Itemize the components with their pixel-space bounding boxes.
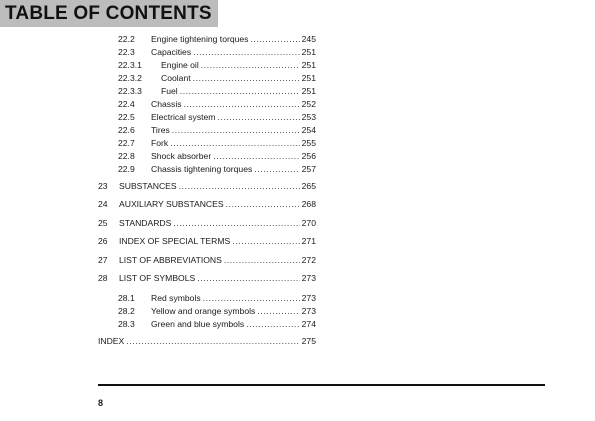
toc-entry-title: Electrical system — [151, 112, 216, 122]
toc-entry-title: LIST OF ABBREVIATIONS — [119, 255, 222, 265]
toc-entry-title: Yellow and orange symbols — [151, 306, 256, 316]
toc-sub-entry[interactable] — [118, 60, 316, 70]
toc-dot-leader — [197, 273, 299, 283]
toc-dot-leader — [257, 306, 299, 316]
toc-entry-title: INDEX OF SPECIAL TERMS — [119, 236, 231, 246]
toc-entry-title: Chassis — [151, 99, 182, 109]
toc-entry-number: 28.2 — [118, 306, 135, 316]
toc-entry-title: Capacities — [151, 47, 192, 57]
toc-sub-entry[interactable] — [118, 73, 316, 83]
toc-sub-entry[interactable] — [118, 34, 316, 44]
toc-entry-page: 251 — [301, 86, 316, 96]
toc-sub-entry[interactable] — [118, 99, 316, 109]
toc-entry-number: 22.6 — [118, 125, 135, 135]
toc-dot-leader — [126, 336, 299, 346]
toc-chapter-entry[interactable] — [98, 199, 316, 209]
toc-entry-title: Coolant — [161, 73, 191, 83]
toc-entry-page: 245 — [301, 34, 316, 44]
toc-dot-leader — [193, 73, 300, 83]
toc-dot-leader — [173, 218, 299, 228]
toc-entry-page: 272 — [301, 255, 316, 265]
toc-entry-title: Red symbols — [151, 293, 201, 303]
toc-sub-entry[interactable] — [118, 86, 316, 96]
toc-sub-entry[interactable] — [118, 138, 316, 148]
toc-entry-page: 257 — [301, 164, 316, 174]
toc-chapter-entry[interactable] — [98, 255, 316, 265]
toc-entry-number: 22.9 — [118, 164, 135, 174]
toc-entry-number: 22.3.3 — [118, 86, 142, 96]
toc-entry-number: 23 — [98, 181, 108, 191]
toc-sub-entry[interactable] — [118, 164, 316, 174]
toc-sub-entry[interactable] — [118, 112, 316, 122]
toc-sub-entry[interactable] — [118, 306, 316, 316]
toc-dot-leader — [201, 60, 300, 70]
toc-sub-entry[interactable] — [118, 151, 316, 161]
toc-entry-title: Engine oil — [161, 60, 199, 70]
toc-entry-title: Tires — [151, 125, 170, 135]
toc-entry-page: 255 — [301, 138, 316, 148]
toc-dot-leader — [180, 86, 300, 96]
toc-dot-leader — [250, 34, 299, 44]
toc-entry-number: 22.4 — [118, 99, 135, 109]
toc-entry-title: INDEX — [98, 336, 125, 346]
toc-entry-page: 273 — [301, 293, 316, 303]
toc-sub-entry[interactable] — [118, 293, 316, 303]
toc-entry-page: 275 — [301, 336, 316, 346]
toc-entry-page: 274 — [301, 319, 316, 329]
toc-chapter-entry[interactable] — [98, 218, 316, 228]
toc-chapter-entry[interactable] — [98, 273, 316, 283]
toc-dot-leader — [203, 293, 300, 303]
toc-dot-leader — [179, 181, 300, 191]
toc-dot-leader — [213, 151, 299, 161]
toc-index-entry[interactable] — [98, 336, 316, 346]
page-title: TABLE OF CONTENTS — [5, 3, 212, 24]
toc-entry-number: 22.7 — [118, 138, 135, 148]
toc-entry-title: Fuel — [161, 86, 178, 96]
toc-entry-title: SUBSTANCES — [119, 181, 177, 191]
toc-entry-page: 251 — [301, 47, 316, 57]
toc-entry-number: 22.3.1 — [118, 60, 142, 70]
toc-entry-number: 22.3.2 — [118, 73, 142, 83]
toc-entry-page: 268 — [301, 199, 316, 209]
toc-entry-page: 251 — [301, 73, 316, 83]
toc-entry-page: 252 — [301, 99, 316, 109]
toc-entry-title: STANDARDS — [119, 218, 172, 228]
toc-entry-page: 271 — [301, 236, 316, 246]
toc-dot-leader — [193, 47, 300, 57]
toc-entry-page: 265 — [301, 181, 316, 191]
toc-dot-leader — [224, 255, 300, 265]
toc-dot-leader — [172, 125, 300, 135]
toc-entry-title: Engine tightening torques — [151, 34, 249, 44]
toc-entry-page: 270 — [301, 218, 316, 228]
toc-entry-number: 22.8 — [118, 151, 135, 161]
toc-entry-page: 256 — [301, 151, 316, 161]
toc-entry-number: 22.5 — [118, 112, 135, 122]
toc-dot-leader — [217, 112, 299, 122]
toc-dot-leader — [254, 164, 299, 174]
footer-rule — [98, 384, 545, 386]
toc-entry-page: 251 — [301, 60, 316, 70]
toc-chapter-entry[interactable] — [98, 181, 316, 191]
toc-entry-number: 28.1 — [118, 293, 135, 303]
toc-entry-title: Green and blue symbols — [151, 319, 245, 329]
toc-dot-leader — [232, 236, 299, 246]
toc-sub-entry[interactable] — [118, 319, 316, 329]
toc-entry-number: 28 — [98, 273, 108, 283]
toc-entry-page: 253 — [301, 112, 316, 122]
toc-entry-title: Chassis tightening torques — [151, 164, 253, 174]
toc-chapter-entry[interactable] — [98, 236, 316, 246]
toc-entry-number: 25 — [98, 218, 108, 228]
page-number: 8 — [98, 398, 104, 408]
toc-entry-number: 22.3 — [118, 47, 135, 57]
toc-entry-title: Fork — [151, 138, 169, 148]
toc-entry-page: 254 — [301, 125, 316, 135]
toc-entry-title: AUXILIARY SUBSTANCES — [119, 199, 224, 209]
toc-entry-title: LIST OF SYMBOLS — [119, 273, 196, 283]
toc-dot-leader — [184, 99, 300, 109]
toc-dot-leader — [226, 199, 300, 209]
toc-sub-entry[interactable] — [118, 125, 316, 135]
toc-sub-entry[interactable] — [118, 47, 316, 57]
toc-entry-page: 273 — [301, 273, 316, 283]
toc-entry-number: 24 — [98, 199, 108, 209]
toc-entry-number: 27 — [98, 255, 108, 265]
toc-dot-leader — [170, 138, 299, 148]
header-bar — [0, 0, 218, 27]
toc-entry-number: 26 — [98, 236, 108, 246]
toc-entry-number: 22.2 — [118, 34, 135, 44]
toc-entry-title: Shock absorber — [151, 151, 212, 161]
toc-dot-leader — [246, 319, 300, 329]
toc-entry-number: 28.3 — [118, 319, 135, 329]
toc-entry-page: 273 — [301, 306, 316, 316]
